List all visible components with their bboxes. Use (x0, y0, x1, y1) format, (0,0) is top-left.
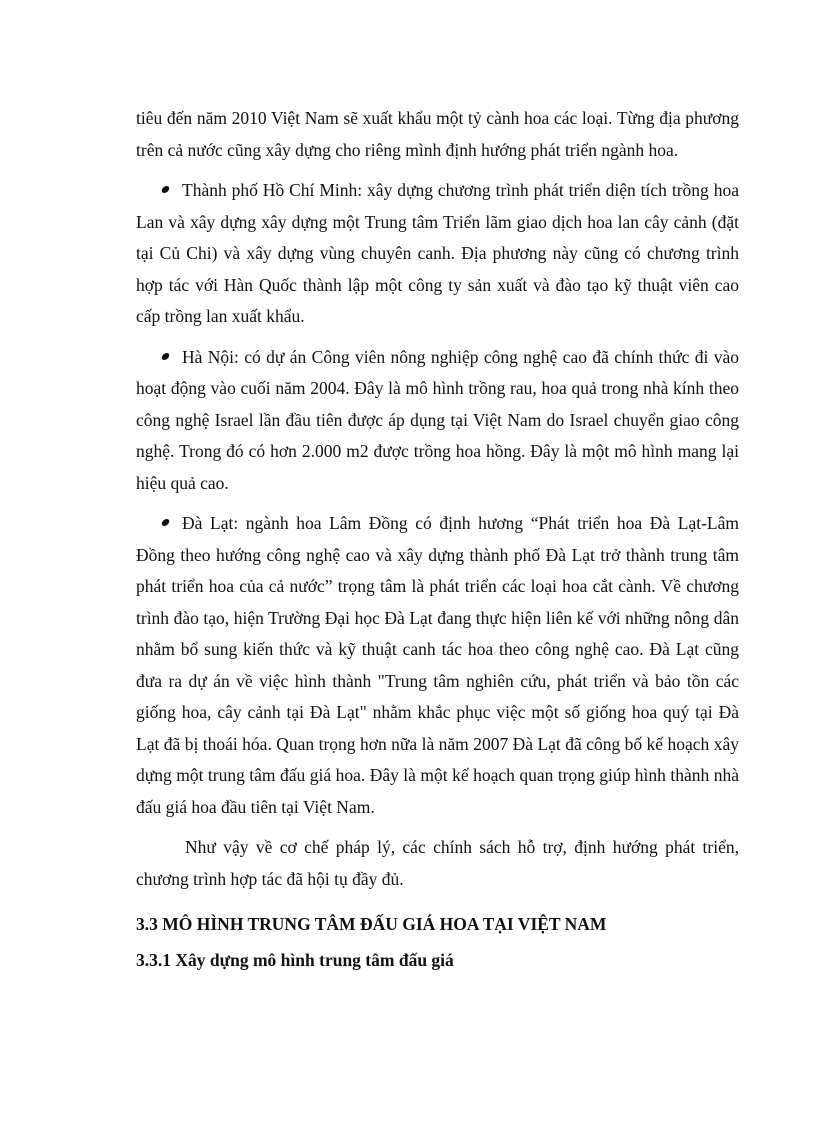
bullet-text: Thành phố Hồ Chí Minh: xây dựng chương trình phát triển diện tích trồng hoa Lan và xây dựng xây dựng một Trung tâm Triển lãm giao dịch hoa lan cây cảnh (đặt tại Củ Chi) và xây dựng vùng chuyên canh. Địa phương này cũng có chương trình hợp tác với Hàn Quốc thành lập một công ty sản xuất và đào tạo kỹ thuật viên cao cấp trồng lan xuất khẩu. (136, 180, 739, 326)
bullet-text: Hà Nội: có dự án Công viên nông nghiệp công nghệ cao đã chính thức đi vào hoạt động vào cuối năm 2004. Đây là mô hình trồng rau, hoa quả trong nhà kính theo công nghệ Israel lần đầu tiên được áp dụng tại Việt Nam do Israel chuyển giao công nghệ. Trong đó có hơn 2.000 m2 được trồng hoa hồng. Đây là một mô hình mang lại hiệu quả cao. (136, 346, 739, 493)
bullet-dot-icon (161, 519, 171, 526)
bullet-item-ha-noi (136, 342, 739, 500)
document-body (136, 103, 739, 978)
section-heading: 3.3 MÔ HÌNH TRUNG TÂM ĐẤU GIÁ HOA TẠI VIỆT NAM (136, 914, 607, 934)
intro-paragraph: tiêu đến năm 2010 Việt Nam sẽ xuất khẩu một tỷ cành hoa các loại. Từng địa phương trên cả nước cũng xây dựng cho riêng mình định hướng phát triển ngành hoa. (136, 108, 739, 160)
bullet-item-ho-chi-minh (136, 175, 739, 333)
bullet-dot-icon (161, 186, 171, 193)
bullet-item-da-lat (136, 508, 739, 823)
subsection-heading: 3.3.1 Xây dựng mô hình trung tâm đấu giá (136, 950, 454, 970)
conclusion-paragraph: Như vậy về cơ chế pháp lý, các chính sách hỗ trợ, định hướng phát triển, chương trình hợp tác đã hội tụ đầy đủ. (136, 837, 739, 889)
bullet-text: Đà Lạt: ngành hoa Lâm Đồng có định hương “Phát triển hoa Đà Lạt-Lâm Đồng theo hướng công nghệ cao và xây dựng thành phố Đà Lạt trở thành trung tâm phát triển hoa của cả nước” trọng tâm là phát triển các loại hoa cắt cành. Về chương trình đào tạo, hiện Trường Đại học Đà Lạt đang thực hiện liên kế với những nông dân nhằm bổ sung kiến thức và kỹ thuật canh tác hoa theo công nghệ cao. Đà Lạt cũng đưa ra dự án về việc hình thành "Trung tâm nghiên cứu, phát triển và bảo tồn các giống hoa, cây cảnh tại Đà Lạt" nhằm khắc phục việc một số giống hoa quý tại Đà Lạt đã bị thoái hóa. Quan trọng hơn nữa là năm 2007 Đà Lạt đã công bố kế hoạch xây dựng một trung tâm đấu giá hoa. Đây là một kế hoạch quan trọng giúp hình thành nhà đấu giá hoa đầu tiên tại Việt Nam. (136, 513, 739, 817)
bullet-dot-icon (161, 353, 171, 360)
